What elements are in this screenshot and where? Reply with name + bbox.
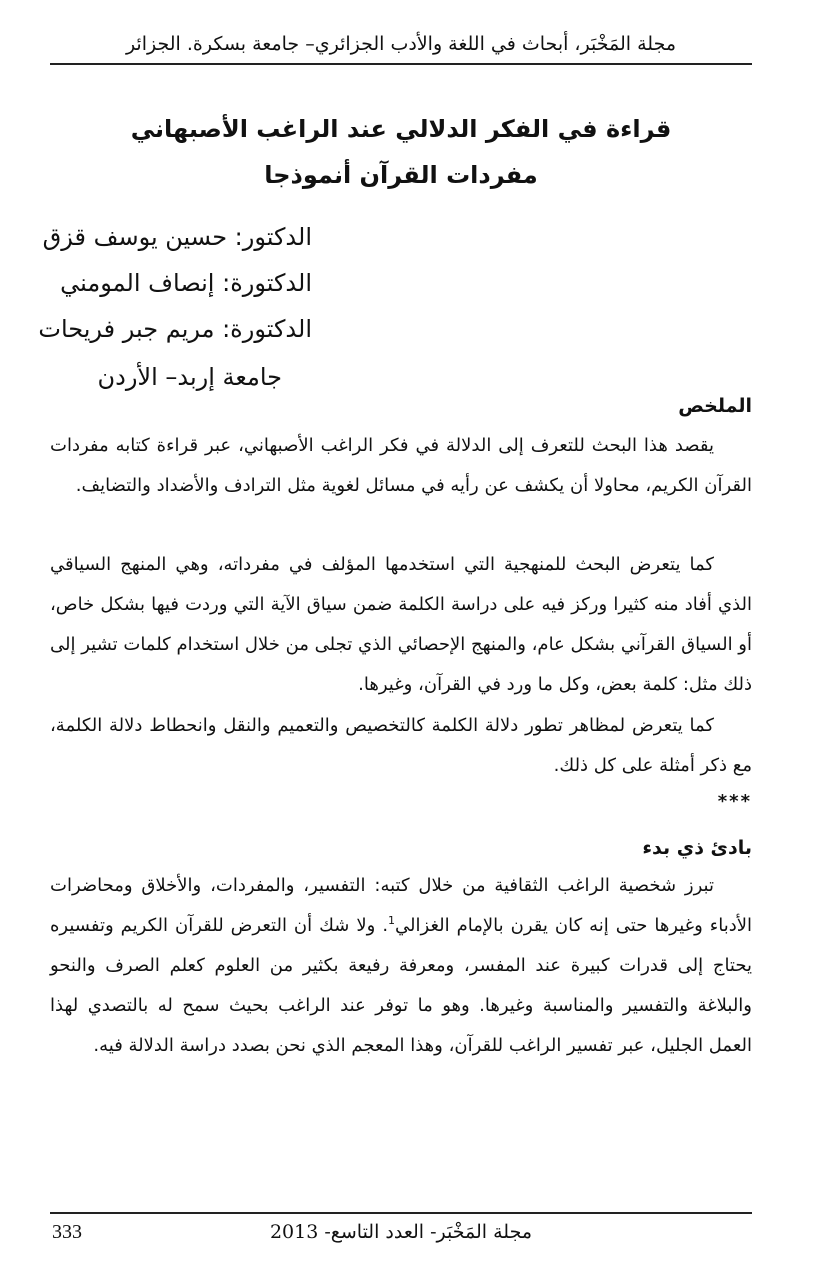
- intro-text-part2: . ولا شك أن التعرض للقرآن الكريم وتفسيره يحتاج إلى قدرات كبيرة عند المفسر، ومعرفة رفيعة بكثير من العلوم كعلم الصرف والنحو والبلاغة والتفسير والمناسبة وغيرها. وهو ما توفر عند الراغب بحيث سمح له بالتصدي لهذا العمل الجليل، عبر تفسير الراغب للقرآن، وهذا المعجم الذي نحن بصدد دراسة الدلالة فيه.: [50, 915, 752, 1056]
- intro-heading: بادئ ذي بدء: [642, 837, 752, 859]
- author-1: الدكتور: حسين يوسف قزق: [42, 223, 312, 251]
- abstract-paragraph-1: يقصد هذا البحث للتعرف إلى الدلالة في فكر الراغب الأصبهاني، عبر قراءة كتابه مفردات القرآن الكريم، محاولا أن يكشف عن رأيه في مسائل لغوية مثل الترادف والأضداد والتضايف.: [50, 435, 752, 496]
- abstract-paragraph-2: كما يتعرض البحث للمنهجية التي استخدمها المؤلف في مفرداته، وهي المنهج السياقي الذي أفاد منه كثيرا وركز فيه على دراسة الكلمة ضمن سياق الآية التي وردت فيها بشكل خاص، أو السياق القرآني بشكل عام، والمنهج الإحصائي الذي تجلى من خلال استخدام كلمات تشير إلى ذلك مثل: كلمة بعض، وكل ما ورد في القرآن، وغيرها.: [50, 554, 752, 695]
- intro-text-part1: تبرز شخصية الراغب الثقافية من خلال كتبه: التفسير، والمفردات، والأخلاق ومحاضرات الأدباء وغيرها حتى إنه كان يقرن بالإمام الغزالي: [50, 875, 752, 936]
- footnote-marker[interactable]: 1: [388, 914, 396, 927]
- running-header: مجلة المَخْبَر، أبحاث في اللغة والأدب الجزائري– جامعة بسكرة. الجزائر: [125, 33, 677, 55]
- abstract-paragraph-3: كما يتعرض لمظاهر تطور دلالة الكلمة كالتخصيص والتعميم والنقل وانحطاط دلالة الكلمة، مع ذكر أمثلة على كل ذلك.: [50, 715, 752, 776]
- intro-paragraph: [50, 866, 752, 1066]
- footer-rule: [50, 1212, 752, 1214]
- author-affiliation: جامعة إربد– الأردن: [97, 363, 282, 391]
- document-page: [38, 0, 752, 1280]
- page-number: 333: [52, 1221, 82, 1243]
- abstract-heading: الملخص: [678, 395, 752, 417]
- author-3: الدكتورة: مريم جبر فريحات: [38, 315, 312, 343]
- section-separator: ***: [717, 791, 752, 812]
- article-subtitle: مفردات القرآن أنموذجا: [264, 161, 538, 189]
- header-rule: [50, 63, 752, 65]
- article-title: قراءة في الفكر الدلالي عند الراغب الأصبهاني: [130, 115, 672, 143]
- author-2: الدكتورة: إنصاف المومني: [60, 269, 312, 297]
- footer-journal-issue: مجلة المَخْبَر- العدد التاسع- 2013: [269, 1221, 533, 1243]
